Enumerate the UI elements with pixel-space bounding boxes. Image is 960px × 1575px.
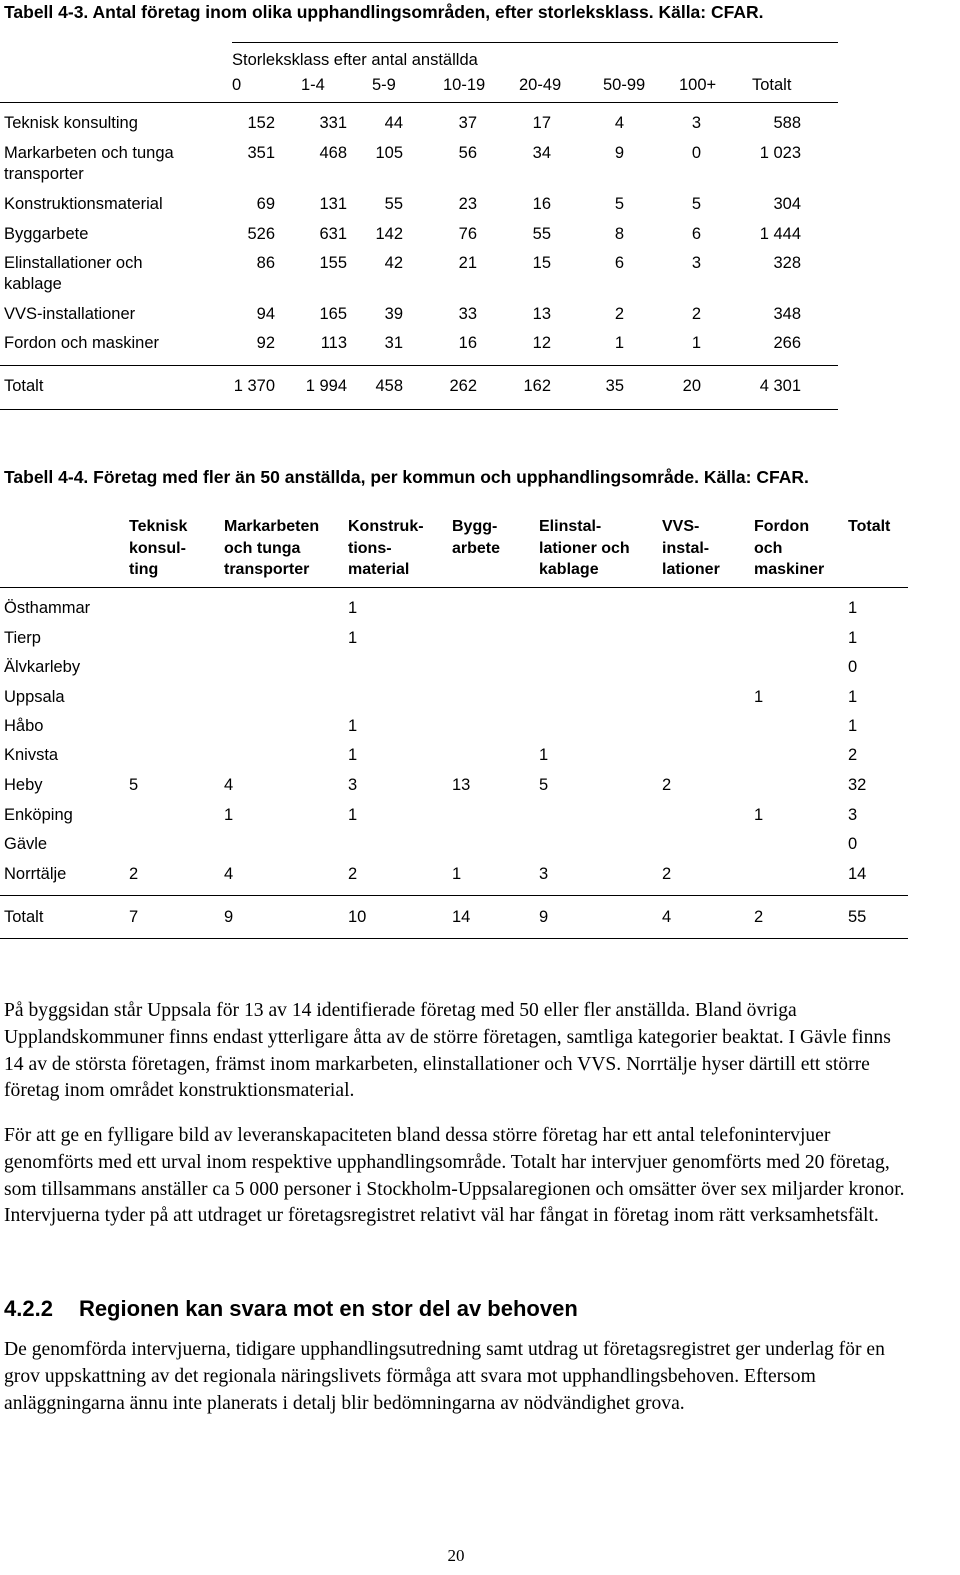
- table2-cell: 1: [224, 806, 234, 824]
- table1-column-header: 5-9: [372, 76, 396, 94]
- table2-total-cell: 2: [754, 908, 764, 926]
- table2-column-header: Totalt: [848, 518, 891, 535]
- page-number: 20: [447, 1546, 465, 1565]
- table1-row-label: Teknisk konsulting: [4, 114, 138, 132]
- table2-cell: 2: [662, 776, 672, 794]
- paragraph-1: På byggsidan står Uppsala för 13 av 14 identifierade företag med 50 eller fler anställda. Bland övriga Upplandskommuner finns endast ytterligare åtta av de större företagen, samtliga kategorier beaktat. I Gävle finns 14 av de största företagen, främst inom markarbeten, elinstallationer och VVS. Norrtälje hyser därtill ett större företag inom området konstruktionsmaterial.: [4, 1000, 891, 1102]
- table2-total-cell: 9: [539, 908, 549, 926]
- table2-column-header: Konstruk- tions- material: [348, 518, 424, 578]
- table1-cell: 33: [458, 305, 477, 323]
- table2-cell: 14: [848, 865, 867, 883]
- table2-column-header: Fordon och maskiner: [754, 518, 825, 578]
- table1-total-cell: 20: [682, 377, 701, 395]
- table1-cell: 16: [532, 195, 551, 213]
- table1-cell: 23: [458, 195, 477, 213]
- table2-bottom-rule: [0, 938, 908, 939]
- table1-cell: 15: [532, 254, 551, 272]
- table1-cell: 31: [384, 334, 403, 352]
- table1-cell: 588: [773, 114, 801, 132]
- table2-cell: 5: [539, 776, 549, 794]
- table1-cell: 12: [532, 334, 551, 352]
- table2-cell: 1: [539, 746, 549, 764]
- table1-cell: 21: [458, 254, 477, 272]
- table1-cell: 131: [319, 195, 347, 213]
- table2-column-header: Markarbeten och tunga transporter: [224, 518, 320, 578]
- table1-cell: 55: [532, 225, 551, 243]
- table1-caption: Tabell 4-3. Antal företag inom olika upphandlingsområden, efter storleksklass. Källa: CFAR.: [4, 2, 764, 22]
- table1-cell: 86: [256, 254, 275, 272]
- table1-cell: 152: [247, 114, 275, 132]
- table2-cell: 1: [848, 688, 858, 706]
- table2-cell: 13: [452, 776, 471, 794]
- table2-cell: 2: [662, 865, 672, 883]
- table2-total-cell: 7: [129, 908, 139, 926]
- table1-cell: 165: [319, 305, 347, 323]
- table2-cell: 1: [754, 688, 764, 706]
- table2-total-cell: 55: [848, 908, 867, 926]
- table1-row-label: kablage: [4, 275, 62, 293]
- table2-cell: 2: [129, 865, 139, 883]
- paragraph-3: De genomförda intervjuerna, tidigare upphandlingsutredning samt utdrag ut företagsregistret ger underlag för en grov uppskattning av det regionala näringslivets förmåga att svara mot upphandlingsbehoven. Eftersom anläggningarna ännu inte planerats i detalj blir bedömningarna av nödvändighet grova.: [4, 1339, 885, 1414]
- table1-group-header: Storleksklass efter antal anställda: [232, 51, 478, 69]
- table2-total-label: Totalt: [4, 908, 44, 926]
- table2-cell: 5: [129, 776, 139, 794]
- table2-cell: 1: [848, 629, 858, 647]
- table2-cell: 4: [224, 865, 234, 883]
- table1-cell: 76: [458, 225, 477, 243]
- table1-cell: 2: [614, 305, 624, 323]
- table1-cell: 526: [247, 225, 275, 243]
- table2-cell: 0: [848, 835, 858, 853]
- table2-total-rule: [0, 895, 908, 896]
- table1-total-cell: 458: [375, 377, 403, 395]
- table2-row-label: Knivsta: [4, 746, 59, 764]
- table2-row-label: Gävle: [4, 835, 48, 853]
- table1-column-header: 0: [232, 76, 242, 94]
- table2-row-label: Tierp: [4, 629, 41, 647]
- table2-cell: 1: [754, 806, 764, 824]
- table1-cell: 5: [614, 195, 624, 213]
- table1-cell: 94: [256, 305, 275, 323]
- table1-total-cell: 1 994: [305, 377, 347, 395]
- table1-cell: 1 023: [759, 144, 801, 162]
- table1-cell: 3: [691, 114, 701, 132]
- section-title: Regionen kan svara mot en stor del av behoven: [78, 1296, 578, 1321]
- table2-total-cell: 9: [224, 908, 234, 926]
- table1-cell: 5: [691, 195, 701, 213]
- table1-cell: 155: [319, 254, 347, 272]
- table1-cell: 0: [691, 144, 701, 162]
- table2-row-label: Norrtälje: [4, 865, 67, 883]
- table2-total-cell: 14: [452, 908, 471, 926]
- table1-cell: 6: [691, 225, 701, 243]
- section-number: 4.2.2: [4, 1296, 53, 1321]
- table2-cell: 2: [848, 746, 858, 764]
- table1-row-label: Elinstallationer och: [4, 254, 143, 272]
- table2-column-header: VVS- instal- lationer: [662, 518, 720, 578]
- table1-bottom-rule: [0, 409, 838, 410]
- table2-total-cell: 4: [662, 908, 672, 926]
- table2-column-header: Elinstal- lationer och kablage: [539, 518, 630, 578]
- table1-cell: 34: [532, 144, 551, 162]
- table1-total-label: Totalt: [4, 377, 44, 395]
- table1-total-cell: 1 370: [233, 377, 275, 395]
- table2-row-label: Älvkarleby: [4, 658, 81, 676]
- table1-cell: 1 444: [759, 225, 801, 243]
- table1-cell: 328: [773, 254, 801, 272]
- table1-cell: 37: [458, 114, 477, 132]
- table1-total-cell: 162: [523, 377, 551, 395]
- table2-cell: 3: [348, 776, 358, 794]
- table1-cell: 266: [773, 334, 801, 352]
- table1-row-label: Byggarbete: [4, 225, 89, 243]
- table1-row-label: transporter: [4, 165, 84, 183]
- table2-cell: 1: [348, 806, 358, 824]
- table1-cell: 56: [458, 144, 477, 162]
- table1-cell: 16: [458, 334, 477, 352]
- table2-row-label: Heby: [4, 776, 43, 794]
- table1-column-header: 1-4: [301, 76, 325, 94]
- section-heading: [4, 1296, 578, 1322]
- table2-cell: 1: [848, 599, 858, 617]
- table2-row-label: Östhammar: [4, 599, 91, 617]
- table2-column-header: Bygg- arbete: [452, 518, 501, 557]
- table2-cell: 1: [452, 865, 462, 883]
- table1-cell: 1: [614, 334, 624, 352]
- table2-cell: 3: [848, 806, 858, 824]
- table1-total-cell: 262: [449, 377, 477, 395]
- table1-cell: 44: [384, 114, 403, 132]
- table1-cell: 6: [614, 254, 624, 272]
- table1-cell: 348: [773, 305, 801, 323]
- table2-cell: 32: [848, 776, 867, 794]
- table2-cell: 1: [348, 599, 358, 617]
- table1-cell: 9: [614, 144, 624, 162]
- table1-cell: 69: [256, 195, 275, 213]
- table2-cell: 0: [848, 658, 858, 676]
- table1-cell: 331: [319, 114, 347, 132]
- table2-caption: Tabell 4-4. Företag med fler än 50 anställda, per kommun och upphandlingsområde. Källa: CFAR.: [4, 467, 809, 487]
- table1-cell: 42: [384, 254, 403, 272]
- table1-row-label: VVS-installationer: [4, 305, 136, 323]
- table1-header-rule: [0, 102, 838, 103]
- table1-cell: 4: [614, 114, 624, 132]
- table1-cell: 351: [247, 144, 275, 162]
- table1-cell: 13: [532, 305, 551, 323]
- table2-cell: 1: [348, 629, 358, 647]
- table1-top-rule: [232, 42, 838, 43]
- table2-row-label: Enköping: [4, 806, 73, 824]
- table1-cell: 92: [256, 334, 275, 352]
- table2-row-label: Håbo: [4, 717, 44, 735]
- table1-total-cell: 4 301: [759, 377, 801, 395]
- table1-cell: 468: [319, 144, 347, 162]
- table1-cell: 631: [319, 225, 347, 243]
- table2-row-label: Uppsala: [4, 688, 65, 706]
- table1-row-label: Konstruktionsmaterial: [4, 195, 163, 213]
- table1-row-label: Markarbeten och tunga: [4, 144, 174, 162]
- table2-header-rule: [0, 587, 908, 588]
- table1-column-header: 100+: [679, 76, 717, 94]
- table2-cell: 4: [224, 776, 234, 794]
- table1-row-label: Fordon och maskiner: [4, 334, 159, 352]
- table2-cell: 1: [348, 717, 358, 735]
- table1-cell: 1: [691, 334, 701, 352]
- table2-cell: 1: [848, 717, 858, 735]
- table1-cell: 105: [375, 144, 403, 162]
- table1-column-header: 10-19: [443, 76, 486, 94]
- table1-total-rule: [0, 365, 838, 366]
- table1-cell: 113: [320, 334, 347, 352]
- table1-cell: 304: [773, 195, 801, 213]
- table1-cell: 2: [691, 305, 701, 323]
- table1-cell: 8: [614, 225, 624, 243]
- paragraph-2: För att ge en fylligare bild av leveranskapaciteten bland dessa större företag har ett antal telefonintervjuer genomförts med ett urval inom respektive upphandlingsområde. Totalt har intervjuer genomförts med 20 företag, som tillsammans anställer ca 5 000 personer i Stockholm-Uppsalaregionen och omsätter över sex miljarder kronor. Intervjuerna tyder på att utdraget ur företagsregistret relativt väl har fångat in företag inom rätt verksamhetsfält.: [4, 1125, 905, 1227]
- table2-total-cell: 10: [348, 908, 367, 926]
- table1-column-header: Totalt: [752, 76, 792, 94]
- table1-cell: 3: [691, 254, 701, 272]
- table1-cell: 142: [375, 225, 403, 243]
- table1-cell: 39: [384, 305, 403, 323]
- table2-column-header: Teknisk konsul- ting: [129, 518, 188, 578]
- table1-cell: 17: [532, 114, 551, 132]
- table1-cell: 55: [384, 195, 403, 213]
- table2-cell: 1: [348, 746, 358, 764]
- table2-cell: 2: [348, 865, 358, 883]
- table1-total-cell: 35: [605, 377, 624, 395]
- table1-column-header: 50-99: [603, 76, 646, 94]
- table1-column-header: 20-49: [519, 76, 562, 94]
- table2-cell: 3: [539, 865, 549, 883]
